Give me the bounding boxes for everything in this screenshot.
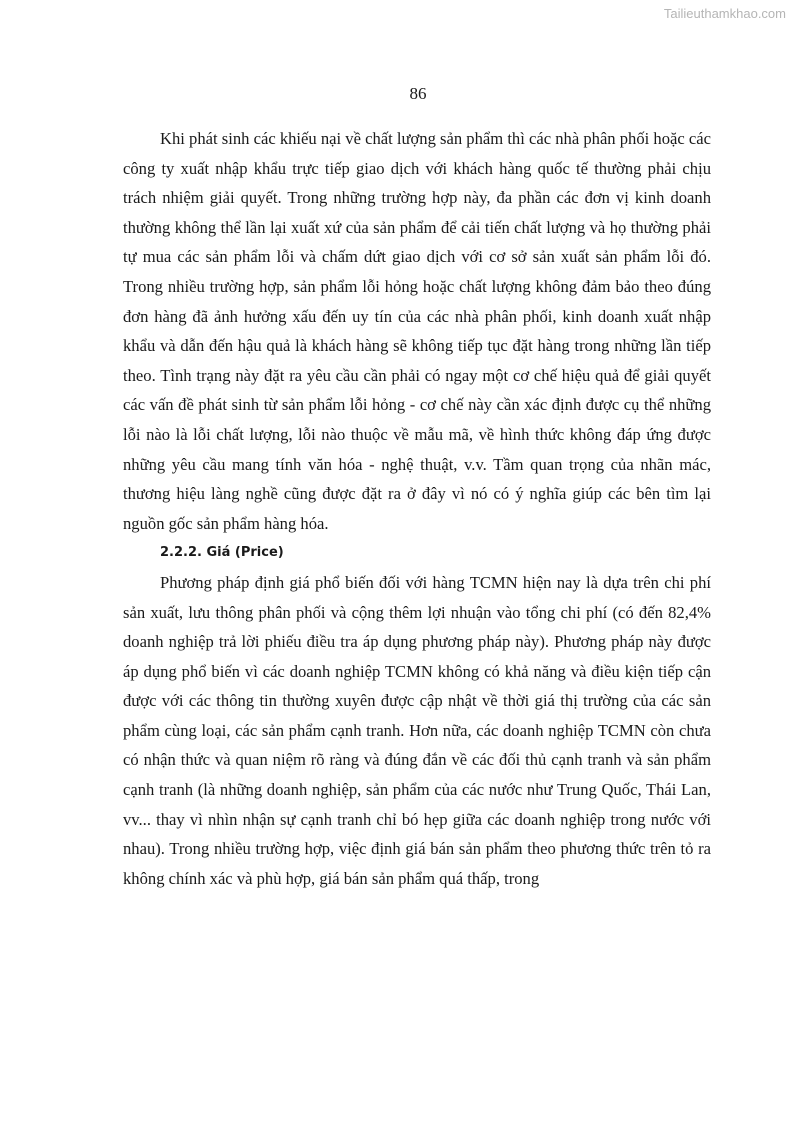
paragraph-quality-complaints: Khi phát sinh các khiếu nại về chất lượng sản phẩm thì các nhà phân phối hoặc các công ty xuất nhập khẩu trực tiếp giao dịch với khách hàng quốc tế thường phải chịu trách nhiệm giải quyết. Trong những trường hợp này, đa phần các đơn vị kinh doanh thường không thể lần lại xuất xứ của sản phẩm để cải tiến chất lượng và họ thường phải tự mua các sản phẩm lỗi và chấm dứt giao dịch với cơ sở sản xuất sản phẩm lỗi đó. Trong nhiều trường hợp, sản phẩm lỗi hỏng hoặc chất lượng không đảm bảo theo đúng đơn hàng đã ảnh hưởng xấu đến uy tín của các nhà phân phối, kinh doanh xuất nhập khẩu và dẫn đến hậu quả là khách hàng sẽ không tiếp tục đặt hàng trong những lần tiếp theo. Tình trạng này đặt ra yêu cầu cần phải có ngay một cơ chế hiệu quả để giải quyết các vấn đề phát sinh từ sản phẩm lỗi hỏng - cơ chế này cần xác định được cụ thể những lỗi nào là lỗi chất lượng, lỗi nào thuộc về mẫu mã, về hình thức không đáp ứng được những yêu cầu mang tính văn hóa - nghệ thuật, v.v. Tầm quan trọng của nhãn mác, thương hiệu làng nghề cũng được đặt ra ở đây vì nó có ý nghĩa giúp các bên tìm lại nguồn gốc sản phẩm hàng hóa. [123, 129, 711, 533]
section-heading-price: 2.2.2. Giá (Price) [160, 545, 284, 561]
paragraph-pricing-method: Phương pháp định giá phổ biến đối với hàng TCMN hiện nay là dựa trên chi phí sản xuất, lưu thông phân phối và cộng thêm lợi nhuận vào tổng chi phí (có đến 82,4% doanh nghiệp trả lời phiếu điều tra áp dụng phương pháp này). Phương pháp này được áp dụng phổ biến vì các doanh nghiệp TCMN không có khả năng và điều kiện tiếp cận được với các thông tin thường xuyên được cập nhật về thời giá thị trường của các sản phẩm cùng loại, các sản phẩm cạnh tranh. Hơn nữa, các doanh nghiệp TCMN còn chưa có nhận thức và quan niệm rõ ràng và đúng đắn về các đối thủ cạnh tranh và sản phẩm cạnh tranh (là những doanh nghiệp, sản phẩm của các nước như Trung Quốc, Thái Lan, vv... thay vì nhìn nhận sự cạnh tranh chỉ bó hẹp giữa các doanh nghiệp trong nước với nhau). Trong nhiều trường hợp, việc định giá bán sản phẩm theo phương thức trên tỏ ra không chính xác và phù hợp, giá bán sản phẩm quá thấp, trong [123, 572, 711, 888]
watermark: Tailieuthamkhao.com [663, 6, 786, 21]
document-body [123, 124, 711, 893]
page-number: 86 [409, 84, 427, 103]
